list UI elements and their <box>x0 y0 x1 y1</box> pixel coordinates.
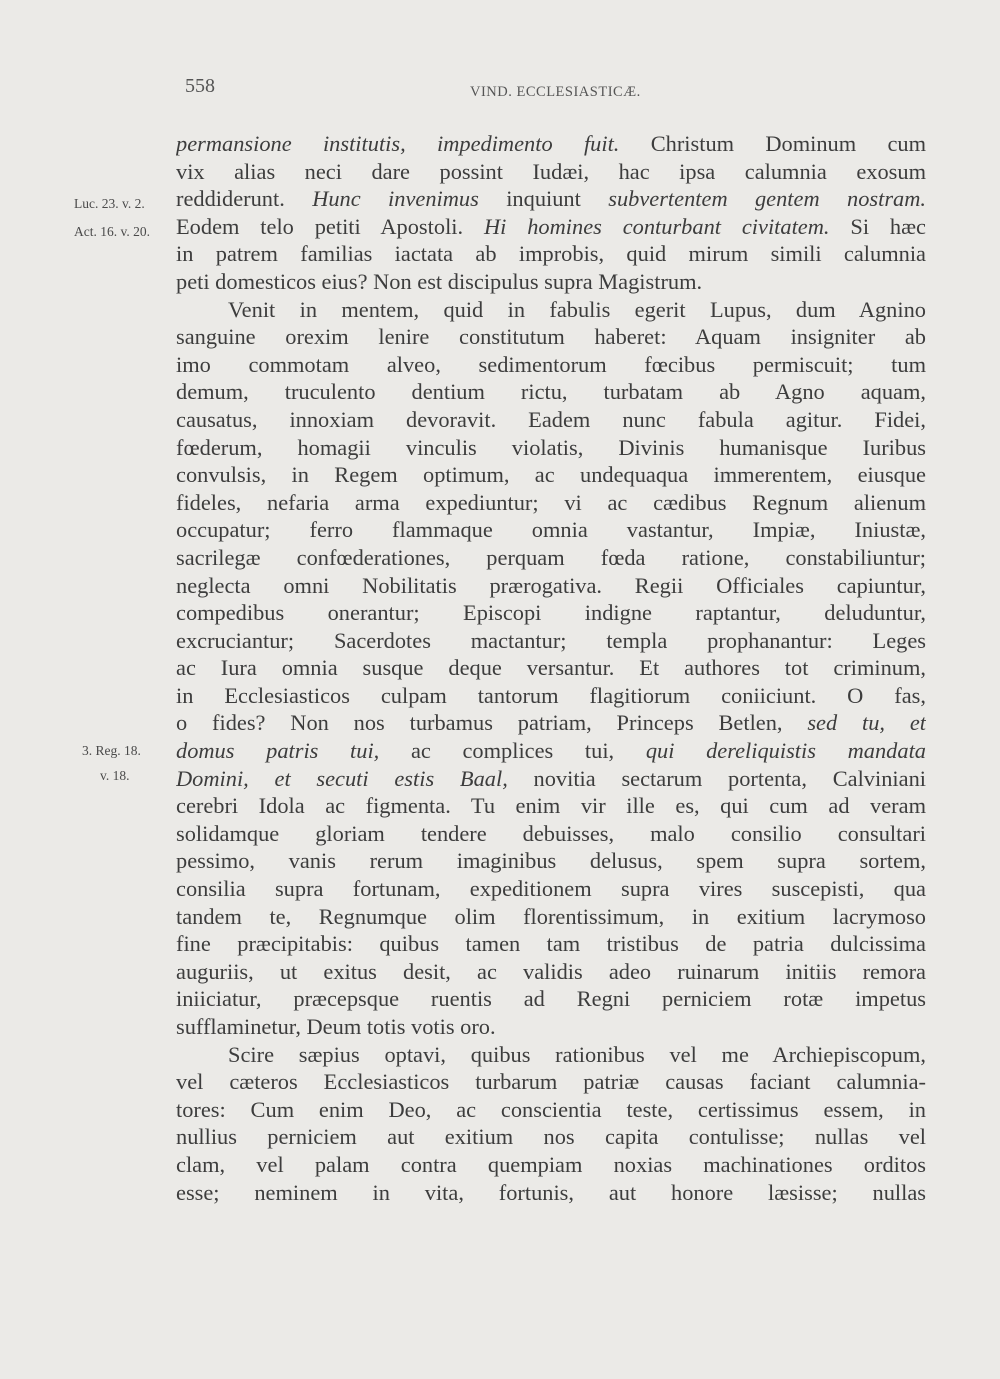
text-segment: compedibus onerantur; Episcopi indigne raptantur, deluduntur, <box>176 600 926 626</box>
text-segment: consilia supra fortunam, expeditionem supra vires suscepisti, qua <box>176 876 926 902</box>
text-line <box>176 240 926 268</box>
text-segment: vix alias neci dare possint Iudæi, hac ipsa calumnia exosum <box>176 158 926 184</box>
text-segment: peti domesticos eius? Non est discipulus supra Magistrum. <box>176 268 703 294</box>
page-number: 558 <box>185 75 215 97</box>
running-head: VIND. ECCLESIASTICÆ. <box>470 84 641 100</box>
text-line <box>176 158 926 186</box>
text-line <box>176 1068 926 1096</box>
text-segment: sacrilegæ confœderationes, perquam fœda ratione, constabiliuntur; <box>176 544 926 570</box>
text-line <box>176 765 926 793</box>
italic-text: Hi homines conturbant civitatem. <box>483 213 830 239</box>
text-segment: clam, vel palam contra quempiam noxias machinationes orditos <box>176 1151 926 1177</box>
text-line <box>176 351 926 379</box>
text-line <box>176 323 926 351</box>
text-line <box>176 654 926 682</box>
text-segment: occupatur; ferro flammaque omnia vastantur, Impiæ, Iniustæ, <box>176 517 926 543</box>
text-segment: inquiunt <box>478 186 609 212</box>
text-segment: ac Iura omnia susque deque versantur. Et authores tot criminum, <box>176 655 926 681</box>
text-line <box>176 1013 926 1041</box>
text-segment: convulsis, in Regem optimum, ac undequaqua immerentem, eiusque <box>176 462 926 488</box>
body-text <box>176 130 926 1206</box>
italic-text: Hunc invenimus <box>312 186 479 212</box>
text-segment: sufflaminetur, Deum totis votis oro. <box>176 1014 496 1039</box>
text-segment: solidamque gloriam tendere debuisses, malo consilio consultari <box>176 820 926 846</box>
text-segment: Si hæc <box>829 213 926 239</box>
italic-text: subvertentem gentem nostram. <box>608 186 926 212</box>
text-segment: demum, truculento dentium rictu, turbatam ab Agno aquam, <box>176 379 926 405</box>
text-line <box>176 461 926 489</box>
text-segment: cerebri Idola ac figmenta. Tu enim vir ille es, qui cum ad veram <box>176 793 926 819</box>
text-line <box>176 185 926 213</box>
text-segment: nullius perniciem aut exitium nos capita contulisse; nullas vel <box>176 1124 926 1150</box>
italic-text: sed tu, et <box>807 710 926 736</box>
text-segment: auguriis, ut exitus desit, ac validis adeo ruinarum initiis remora <box>176 958 926 984</box>
text-line <box>176 1123 926 1151</box>
margin-note-luc: Luc. 23. v. 2. <box>74 196 145 211</box>
text-line <box>176 709 926 737</box>
text-line <box>176 130 926 158</box>
text-segment: fideles, nefaria arma expediuntur; vi ac cædibus Regnum alienum <box>176 489 926 515</box>
text-line <box>176 213 926 241</box>
text-segment: excruciantur; Sacerdotes mactantur; templa prophanantur: Leges <box>176 627 926 653</box>
italic-text: domus patris tui, <box>176 738 380 764</box>
text-line <box>176 792 926 820</box>
text-line <box>176 903 926 931</box>
text-line <box>176 516 926 544</box>
italic-text: qui dereliquistis mandata <box>645 738 926 764</box>
text-line <box>176 434 926 462</box>
margin-note-reg: 3. Reg. 18. <box>82 743 141 758</box>
text-line <box>176 1041 926 1069</box>
text-segment: Christum Dominum cum <box>619 131 926 156</box>
text-segment: fine præcipitabis: quibus tamen tam tristibus de patria dulcissima <box>176 931 926 957</box>
italic-text: Domini, et secuti estis Baal, <box>176 765 508 791</box>
text-line <box>176 489 926 517</box>
text-segment: Scire sæpius optavi, quibus rationibus vel me Archiepiscopum, <box>228 1041 926 1067</box>
text-line <box>176 296 926 324</box>
text-segment: tandem te, Regnumque olim florentissimum, in exitium lacrymoso <box>176 903 926 929</box>
text-segment: o fides? Non nos turbamus patriam, Princeps Betlen, <box>176 710 808 736</box>
text-segment: vel cæteros Ecclesiasticos turbarum patriæ causas faciant calumnia- <box>176 1069 926 1095</box>
text-line <box>176 847 926 875</box>
text-segment: ac complices tui, <box>379 738 646 764</box>
text-segment: tores: Cum enim Deo, ac conscientia teste, certissimus essem, in <box>176 1096 926 1122</box>
text-segment: in Ecclesiasticos culpam tantorum flagitiorum coniiciunt. O fas, <box>176 682 926 708</box>
italic-text: permansione institutis, impedimento fuit. <box>176 131 620 156</box>
text-line <box>176 985 926 1013</box>
text-segment: iniiciatur, præcepsque ruentis ad Regni perniciem rotæ impetus <box>176 986 926 1012</box>
text-segment: Venit in mentem, quid in fabulis egerit Lupus, dum Agnino <box>228 296 926 322</box>
text-line <box>176 572 926 600</box>
text-line <box>176 406 926 434</box>
text-line <box>176 544 926 572</box>
text-line <box>176 1151 926 1179</box>
text-line <box>176 599 926 627</box>
text-segment: neglecta omni Nobilitatis prærogativa. Regii Officiales capiuntur, <box>176 572 926 598</box>
margin-note-act: Act. 16. v. 20. <box>74 224 150 239</box>
text-segment: sanguine orexim lenire constitutum haberet: Aquam insigniter ab <box>176 324 926 350</box>
text-segment: causatus, innoxiam devoravit. Eadem nunc fabula agitur. Fidei, <box>176 406 926 432</box>
text-line <box>176 1179 926 1207</box>
text-segment: fœderum, homagii vinculis violatis, Divinis humanisque Iuribus <box>176 434 926 460</box>
text-line <box>176 737 926 765</box>
text-line <box>176 268 926 296</box>
text-segment: novitia sectarum portenta, Calviniani <box>507 765 926 791</box>
text-line <box>176 378 926 406</box>
text-line <box>176 958 926 986</box>
text-line <box>176 682 926 710</box>
text-segment: Eodem telo petiti Apostoli. <box>176 213 484 239</box>
text-line <box>176 875 926 903</box>
text-segment: in patrem familias iactata ab improbis, quid mirum simili calumnia <box>176 241 926 267</box>
text-segment: pessimo, vanis rerum imaginibus delusus, spem supra sortem, <box>176 848 926 874</box>
text-line <box>176 1096 926 1124</box>
text-segment: imo commotam alveo, sedimentorum fœcibus permiscuit; tum <box>176 351 926 377</box>
text-line <box>176 820 926 848</box>
text-segment: reddiderunt. <box>176 186 313 212</box>
text-segment: esse; neminem in vita, fortunis, aut honore læsisse; nullas <box>176 1179 926 1205</box>
text-line <box>176 930 926 958</box>
text-line <box>176 627 926 655</box>
margin-note-verse: v. 18. <box>100 768 130 783</box>
